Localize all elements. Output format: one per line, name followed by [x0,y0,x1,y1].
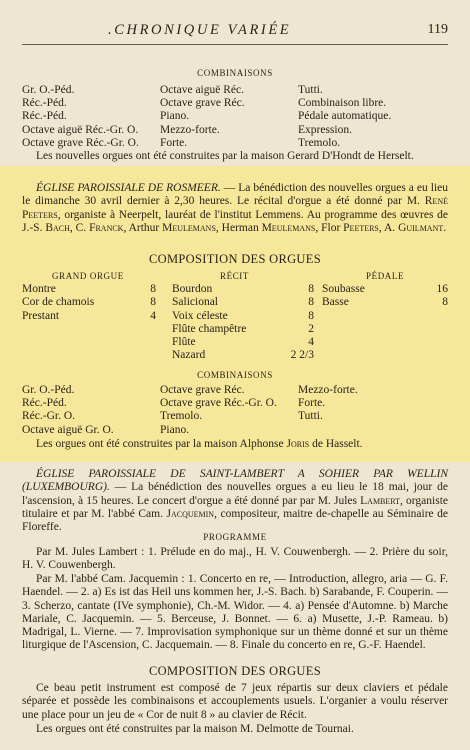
rosmeer-title: ÉGLISE PAROISSIALE DE ROSMEER. [36,182,221,194]
comb-cell: Forte. [298,397,326,410]
stop-row: Voix céleste 8 [172,309,314,322]
comb-cell: Tremolo. [298,136,341,149]
comb-cell: Piano. [160,423,190,436]
page-header [108,22,448,40]
builder-note-1: Les nouvelles orgues ont été construites par la maison Gerard D'Hondt de Herselt. [36,150,414,162]
comb-cell: Forte. [160,136,188,149]
wellin-paragraph: ÉGLISE PAROISSIALE DE SAINT-LAMBERT A SOHIER PAR WELLIN (LUXEMBOURG). — La bénédiction des nouvelles orgues a eu lieu le 18 mai, jour de l'ascension, à 15 heures. Le concert d'orgue a été donné par par M. Jules Lambert, organiste titulaire et par M. l'abbé Cam. Jacquemin, compositeur, maitre de-chapelle au Séminaire de Floreffe. [22,468,448,534]
stop-row: Nazard 2 2/3 [172,349,314,362]
stop-row: Flûte champêtre 2 [172,322,314,335]
column-heading-pedale: PÉDALE [366,271,405,281]
comb-cell: Réc.-Péd. [22,110,67,123]
column-heading-recit: RÉCIT [220,271,249,281]
comb-cell: Réc.-Péd. [22,97,67,110]
comb-cell: Tutti. [298,410,323,423]
comb-cell: Octave aiguë Réc.-Gr. O. [22,123,139,136]
comb-cell: Tutti. [298,84,323,96]
combinaisons-table-2 [22,384,448,437]
comb-cell: Combinaison libre. [298,97,387,110]
column-heading-grand-orgue: GRAND ORGUE [52,271,124,281]
comb-cell: Mezzo-forte. [160,123,220,136]
combinaisons-heading-1: COMBINAISONS [197,68,273,78]
comb-cell: Octave aiguë Réc. [160,84,244,96]
programme-heading: PROGRAMME [203,532,267,542]
comb-cell: Octave grave Réc. [160,384,245,396]
combinaisons-table-1 [22,84,448,150]
programme-lambert: Par M. Jules Lambert : 1. Prélude en do maj., H. V. Couwenbergh. — 2. Prière du soir, H. V. Couwenbergh. [22,546,448,572]
comb-cell: Octave grave Réc. [160,97,245,110]
organ-stops-table [22,270,448,362]
recit-column [172,270,322,362]
rosmeer-paragraph: ÉGLISE PAROISSIALE DE ROSMEER. — La bénédiction des nouvelles orgues a eu lieu le dimanche 30 avril dernier à 2,30 heures. Le récital d'orgue a été donné par M. René Peeters, organiste à Neerpelt, lauréat de l'institut Lemmens. Au programme des œuvres de J.-S. Bach, C. Franck, Arthur Meulemans, Herman Meulemans, Flor Peeters, A. Guilmant. [22,182,448,234]
comb-cell [298,424,448,437]
comb-cell: Mezzo-forte. [298,384,358,396]
comb-cell: Octave grave Réc.-Gr. O. [160,397,277,410]
comb-cell: Piano. [160,110,190,123]
comb-cell: Tremolo. [160,410,203,423]
builder-note-rosmeer: Les orgues ont été construites par la maison Alphonse Joris de Hasselt. [36,438,363,450]
combinaisons-heading-2: COMBINAISONS [197,370,273,380]
comb-cell: Expression. [298,123,352,136]
programme-jacquemin: Par M. l'abbé Cam. Jacquemin : 1. Concerto en re, — Introduction, allegro, aria — G. F. Haendel. — 2. a) Es ist das Heil uns kommen her, J.-S. Bach. b) Sarabande, F. Couperin. — 3. Scherzo, cantate (IVe symphonie), Ch.-M. Widor. — 4. a) Pensée d'Automne. b) Marche Mariale, C. Jacquemin. — 5. Berceuse, J. Bonnet. — 6. a) Musette, J.-P. Rameau. b) Madrigal, L. Vierne. — 7. Improvisation symphonique sur un thème donné et sur un thème liturgique de l'Ascension, C. Jacquemain. — 8. Finale du concerto en re, G.-F. Haendel. [22,573,448,652]
stop-row: Cor de chamois 8 [22,296,156,309]
comb-cell: Réc.-Péd. [22,397,67,410]
page-number: 119 [427,22,448,37]
stop-row: Montre 8 [22,283,156,296]
comb-cell: Réc.-Gr. O. [22,410,76,423]
comb-cell: Octave aiguë Gr. O. [22,423,114,436]
comb-cell: Gr. O.-Péd. [22,384,75,396]
stop-row: Soubasse 16 [322,283,448,296]
stop-row: Basse 8 [322,296,448,309]
comb-cell: Octave grave Réc.-Gr. O. [22,136,139,149]
stop-row: Flûte 4 [172,336,314,349]
wellin-title: ÉGLISE PAROISSIALE DE SAINT-LAMBERT A SOHIER PAR WELLIN (LUXEMBOURG). [22,468,448,494]
pedale-column [322,270,448,362]
stop-row: Bourdon 8 [172,283,314,296]
header-rule [22,44,448,45]
composition-text-wellin: Ce beau petit instrument est composé de 7 jeux répartis sur deux claviers et pédale séparée et possède les combinaisons et accouplements usuels. L'organier a voulu réserver une place pour un jeu de « Cor de nuit 8 » au clavier de Récit. [22,682,448,721]
builder-note-wellin: Les orgues ont été construites par la maison M. Delmotte de Tournai. [36,723,354,735]
comb-cell: Gr. O.-Péd. [22,84,75,96]
stop-row: Prestant 4 [22,309,156,322]
stop-row: Salicional 8 [172,296,314,309]
composition-heading-wellin: COMPOSITION DES ORGUES [149,664,321,678]
composition-heading-rosmeer: COMPOSITION DES ORGUES [149,252,321,266]
comb-cell: Pédale automatique. [298,110,392,123]
grand-orgue-column [22,270,172,362]
running-title: .CHRONIQUE VARIÉE [108,22,292,38]
